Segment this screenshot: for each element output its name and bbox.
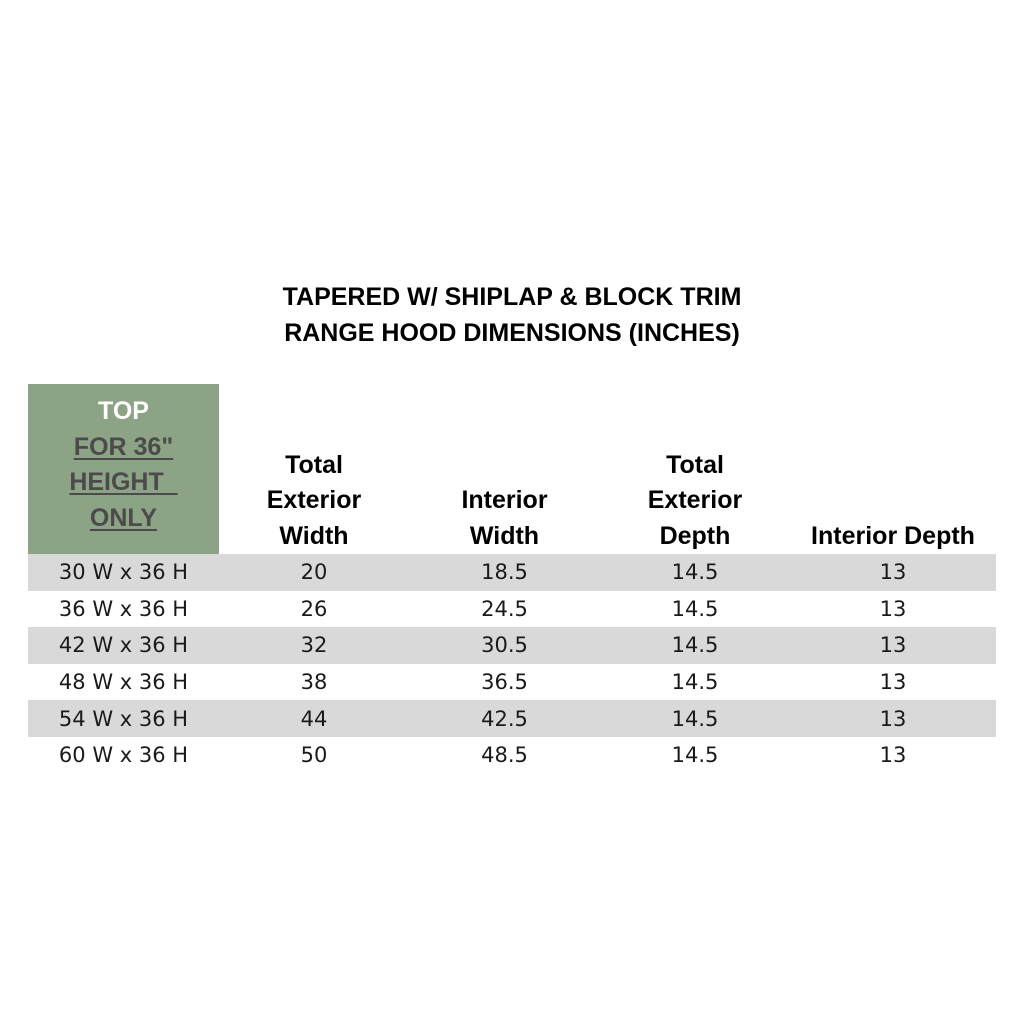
- header-line: Total: [666, 450, 724, 479]
- table-row: [28, 700, 996, 737]
- title-line-1: TAPERED W/ SHIPLAP & BLOCK TRIM: [282, 283, 742, 311]
- table-row: [28, 627, 996, 664]
- interior-width-cell: 24.5: [481, 596, 528, 621]
- table-row: [28, 664, 996, 701]
- interior-depth-cell: 13: [790, 700, 996, 737]
- exterior-width-cell: 38: [300, 670, 328, 695]
- interior-width-cell: 36.5: [481, 670, 528, 695]
- exterior-width-cell: 32: [219, 627, 409, 664]
- size-cell: 30 W x 36 H: [28, 554, 219, 591]
- interior-width-cell: 30.5: [409, 627, 600, 664]
- header-line: Total: [285, 450, 343, 479]
- header-interior-width: [409, 384, 600, 554]
- header-row: [28, 384, 996, 554]
- exterior-depth-cell: 14.5: [600, 627, 790, 664]
- top-label: TOP: [98, 397, 149, 425]
- exterior-depth-cell: 14.5: [671, 670, 719, 695]
- page-title: [0, 279, 1024, 351]
- size-cell: 42 W x 36 H: [28, 627, 219, 664]
- header-line: Depth: [659, 521, 731, 550]
- interior-depth-cell: 13: [790, 627, 996, 664]
- size-cell: 60 W x 36 H: [58, 743, 189, 768]
- interior-depth-cell: 13: [879, 743, 907, 768]
- top-note-line-3: ONLY: [89, 503, 158, 532]
- interior-depth-cell: 13: [790, 554, 996, 591]
- header-interior-depth: [790, 384, 996, 554]
- size-cell: 54 W x 36 H: [28, 700, 219, 737]
- header-total-exterior-width: [219, 384, 409, 554]
- interior-depth-cell: 13: [879, 596, 907, 621]
- exterior-width-cell: 26: [300, 596, 328, 621]
- exterior-width-cell: 20: [219, 554, 409, 591]
- title-line-2: RANGE HOOD DIMENSIONS (INCHES): [284, 319, 740, 347]
- top-note-line-2: HEIGHT: [69, 468, 164, 496]
- table-row: [28, 554, 996, 591]
- exterior-depth-cell: 14.5: [600, 700, 790, 737]
- header-line: Interior Depth: [811, 521, 975, 550]
- table-row: [28, 591, 996, 628]
- size-cell: 48 W x 36 H: [58, 670, 189, 695]
- header-total-exterior-depth: [600, 384, 790, 554]
- interior-depth-cell: 13: [879, 670, 907, 695]
- exterior-depth-cell: 14.5: [671, 596, 719, 621]
- interior-width-cell: 18.5: [409, 554, 600, 591]
- interior-width-cell: 48.5: [481, 743, 528, 768]
- header-line: Width: [279, 521, 349, 550]
- header-line: Exterior: [647, 486, 743, 514]
- table-row: [28, 737, 996, 774]
- header-line: Interior: [461, 486, 548, 514]
- header-line: Exterior: [266, 486, 362, 514]
- size-cell: 36 W x 36 H: [58, 596, 189, 621]
- top-note-line-1: FOR 36": [73, 432, 174, 461]
- interior-width-cell: 42.5: [409, 700, 600, 737]
- header-line: Width: [469, 521, 540, 550]
- exterior-depth-cell: 14.5: [671, 743, 719, 768]
- top-height-header: [28, 384, 219, 554]
- exterior-depth-cell: 14.5: [600, 554, 790, 591]
- dimensions-table: [28, 384, 996, 774]
- exterior-width-cell: 50: [300, 743, 328, 768]
- exterior-width-cell: 44: [219, 700, 409, 737]
